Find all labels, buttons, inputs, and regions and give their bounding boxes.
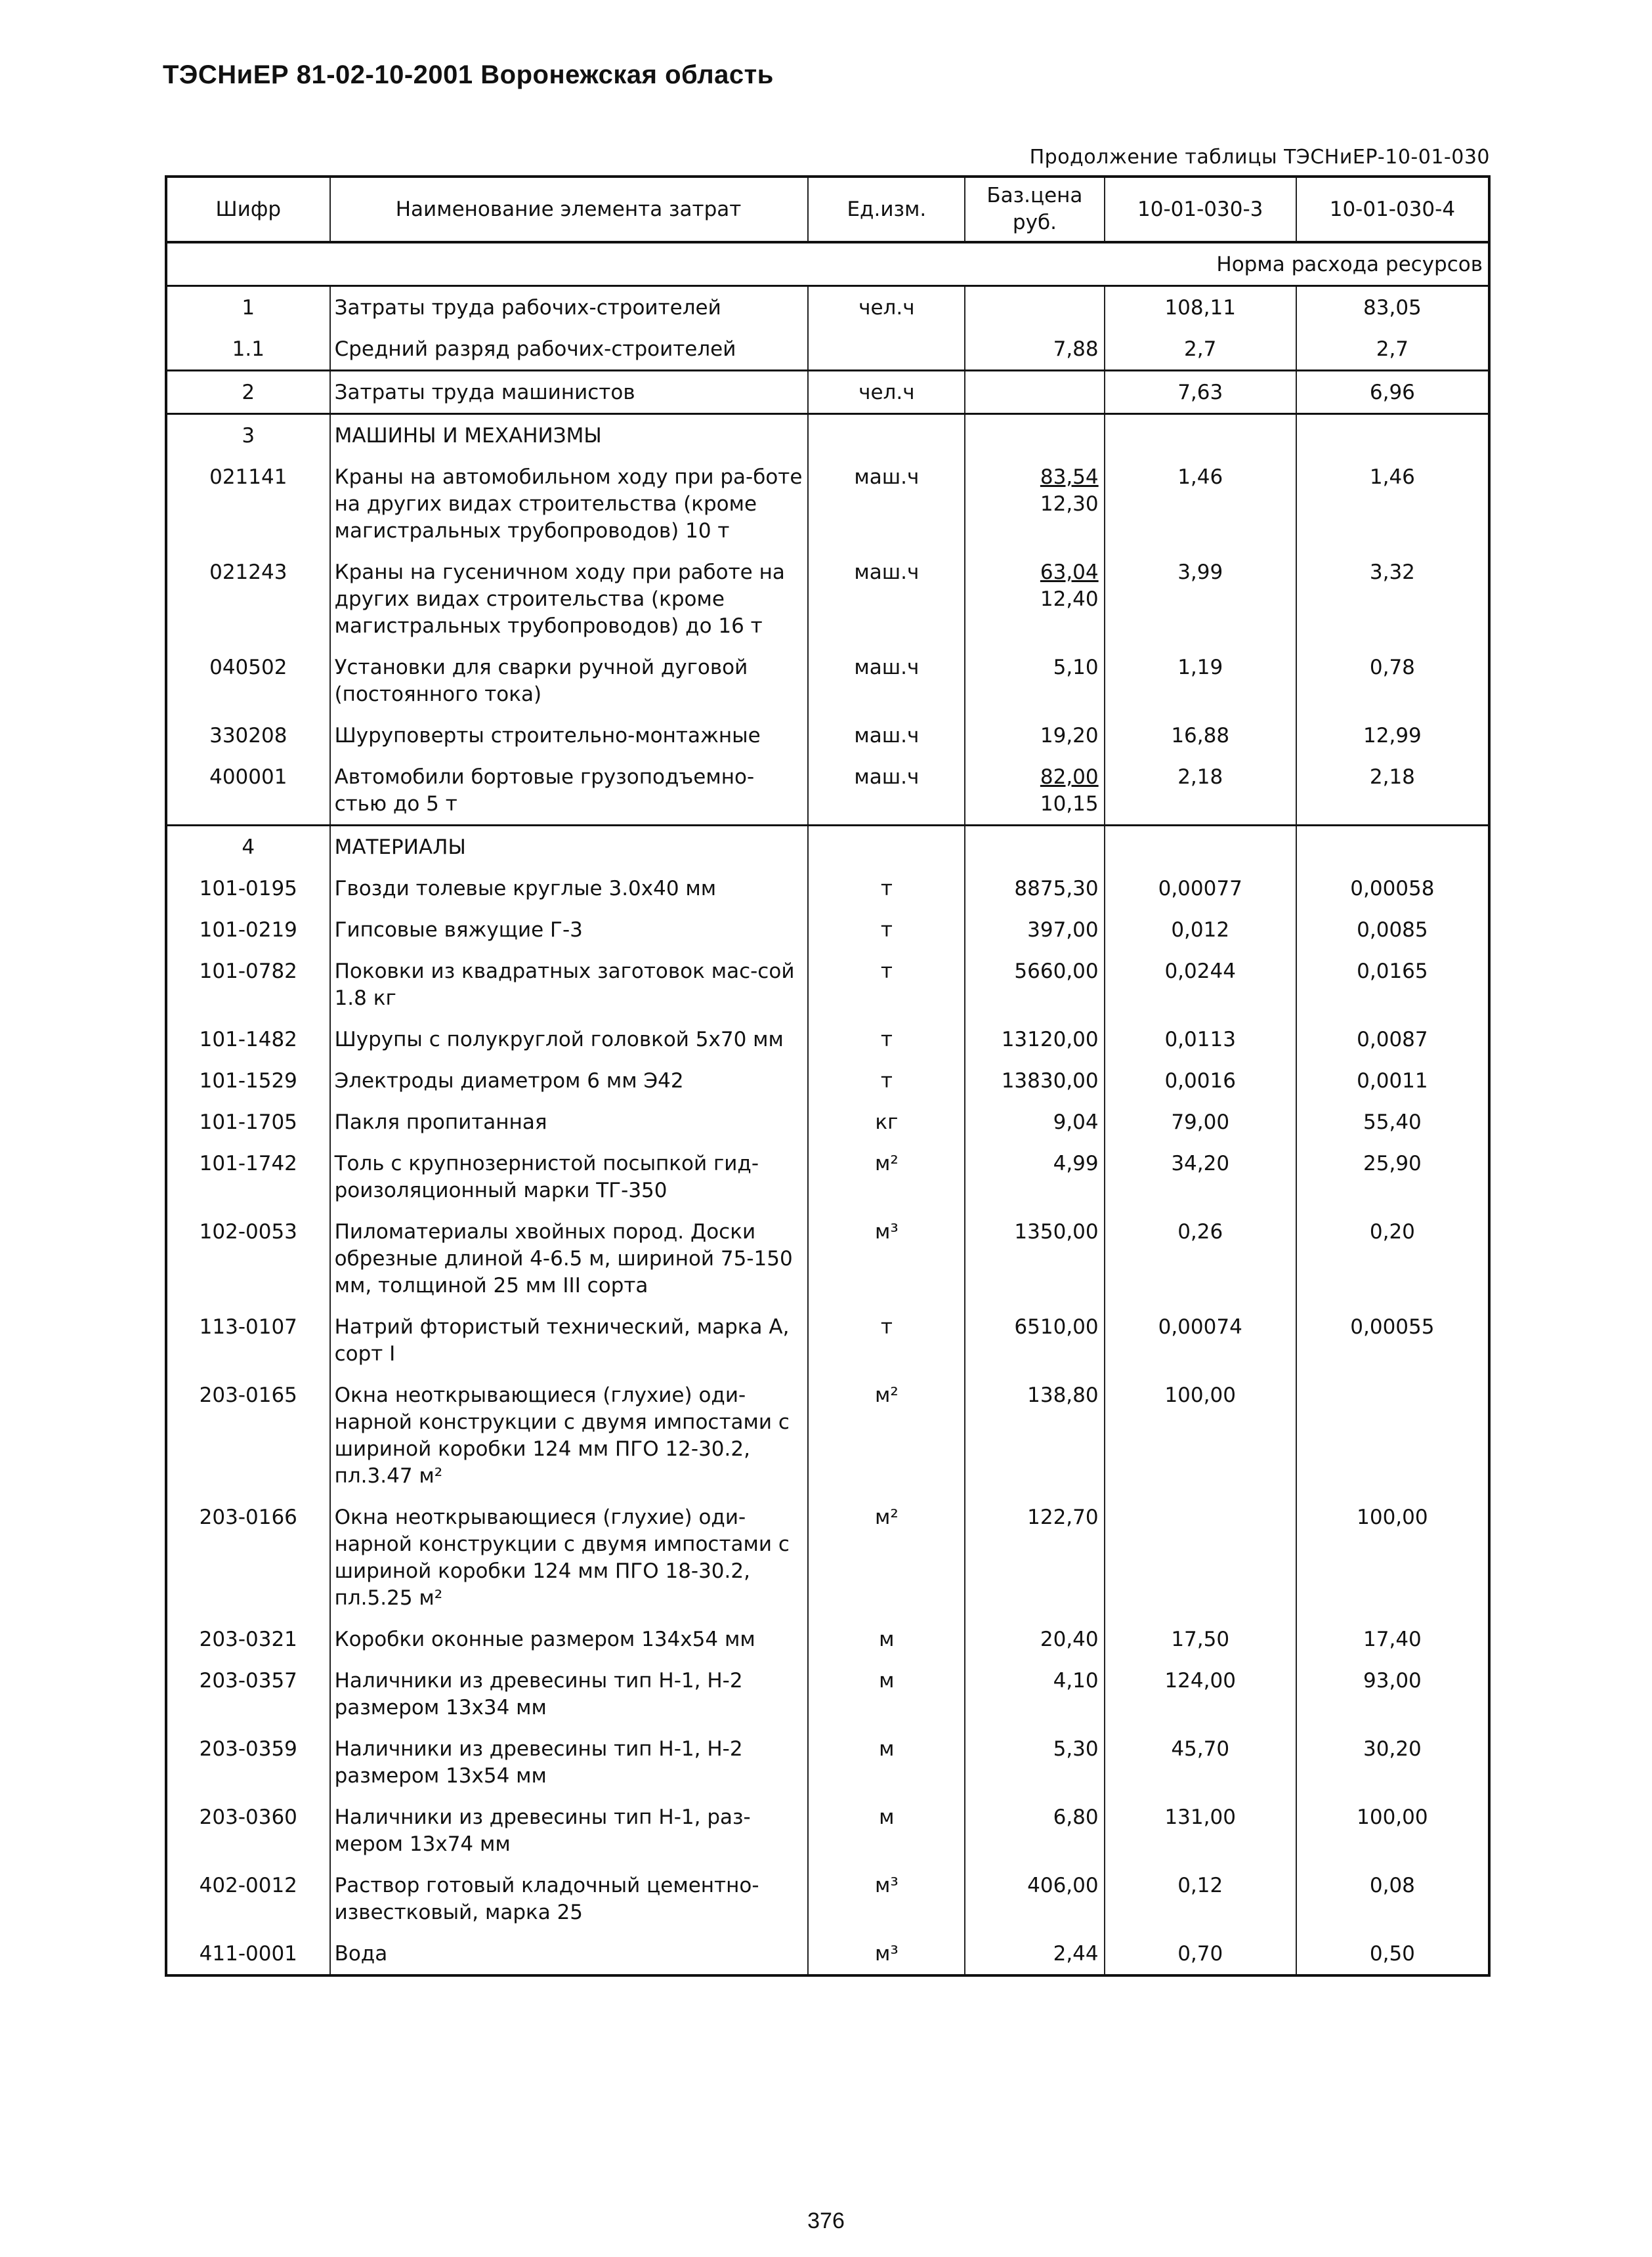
table-row bbox=[166, 1660, 1489, 1728]
row-value-10-01-030-4: 30,20 bbox=[1296, 1728, 1489, 1796]
header-code: Шифр bbox=[166, 177, 330, 242]
row-value-10-01-030-4: 93,00 bbox=[1296, 1660, 1489, 1728]
row-unit: маш.ч bbox=[808, 756, 965, 826]
row-unit: т bbox=[808, 1306, 965, 1374]
table-row bbox=[166, 646, 1489, 715]
row-unit: маш.ч bbox=[808, 551, 965, 646]
table-row bbox=[166, 950, 1489, 1019]
base-price-value: 7,88 bbox=[1053, 337, 1099, 361]
row-unit: маш.ч bbox=[808, 715, 965, 756]
row-code: 411-0001 bbox=[166, 1933, 330, 1975]
row-code: 113-0107 bbox=[166, 1306, 330, 1374]
row-value-10-01-030-3: 131,00 bbox=[1105, 1796, 1296, 1865]
row-value-10-01-030-3: 2,7 bbox=[1105, 328, 1296, 371]
row-value-10-01-030-3: 100,00 bbox=[1105, 1374, 1296, 1496]
row-value-10-01-030-3: 0,0244 bbox=[1105, 950, 1296, 1019]
resource-norms-table bbox=[165, 175, 1491, 1977]
row-value-10-01-030-4: 0,0087 bbox=[1296, 1019, 1489, 1060]
norm-label: Норма расхода ресурсов bbox=[166, 242, 1489, 286]
row-unit: маш.ч bbox=[808, 456, 965, 551]
base-price-value: 19,20 bbox=[1040, 724, 1099, 748]
table-row bbox=[166, 1019, 1489, 1060]
base-price-value: 83,54 bbox=[1040, 465, 1099, 489]
row-unit: м bbox=[808, 1660, 965, 1728]
table-row bbox=[166, 1933, 1489, 1975]
operator-wage-value: 12,30 bbox=[1040, 492, 1099, 516]
row-code: 4 bbox=[166, 826, 330, 868]
row-name: Вода bbox=[330, 1933, 809, 1975]
table-row bbox=[166, 1796, 1489, 1865]
table-row bbox=[166, 909, 1489, 950]
row-unit: м³ bbox=[808, 1933, 965, 1975]
base-price-value: 13830,00 bbox=[1001, 1069, 1099, 1093]
row-code: 101-1705 bbox=[166, 1101, 330, 1143]
header-unit: Ед.изм. bbox=[808, 177, 965, 242]
base-price-value: 20,40 bbox=[1040, 1628, 1099, 1651]
base-price-value: 122,70 bbox=[1027, 1506, 1099, 1529]
base-price-value: 406,00 bbox=[1027, 1874, 1099, 1897]
row-value-10-01-030-3: 17,50 bbox=[1105, 1618, 1296, 1660]
base-price-value: 9,04 bbox=[1053, 1110, 1099, 1134]
row-code: 203-0166 bbox=[166, 1496, 330, 1618]
row-base-price bbox=[965, 1019, 1104, 1060]
row-name: Раствор готовый кладочный цементно-известковый, марка 25 bbox=[330, 1865, 809, 1933]
base-price-value: 63,04 bbox=[1040, 560, 1099, 584]
base-price-value: 6510,00 bbox=[1014, 1315, 1099, 1339]
row-base-price bbox=[965, 1060, 1104, 1101]
page-number: 376 bbox=[807, 2208, 845, 2233]
row-name: Краны на автомобильном ходу при ра-боте на других видах строительства (кроме магистральных трубопроводов) 10 т bbox=[330, 456, 809, 551]
row-value-10-01-030-4: 3,32 bbox=[1296, 551, 1489, 646]
row-code: 102-0053 bbox=[166, 1211, 330, 1306]
row-base-price bbox=[965, 1728, 1104, 1796]
row-value-10-01-030-4: 12,99 bbox=[1296, 715, 1489, 756]
row-name: Краны на гусеничном ходу при работе на других видах строительства (кроме магистральных трубопроводов) до 16 т bbox=[330, 551, 809, 646]
row-base-price bbox=[965, 868, 1104, 909]
row-name: Автомобили бортовые грузоподъемно-стью до 5 т bbox=[330, 756, 809, 826]
row-name: Гипсовые вяжущие Г-3 bbox=[330, 909, 809, 950]
row-unit: т bbox=[808, 868, 965, 909]
row-unit: м² bbox=[808, 1143, 965, 1211]
row-base-price bbox=[965, 715, 1104, 756]
row-value-10-01-030-3: 0,70 bbox=[1105, 1933, 1296, 1975]
row-value-10-01-030-3: 0,26 bbox=[1105, 1211, 1296, 1306]
row-value-10-01-030-4 bbox=[1296, 826, 1489, 868]
table-row bbox=[166, 414, 1489, 457]
row-name: Пакля пропитанная bbox=[330, 1101, 809, 1143]
row-unit: м³ bbox=[808, 1865, 965, 1933]
row-value-10-01-030-3: 34,20 bbox=[1105, 1143, 1296, 1211]
header-name: Наименование элемента затрат bbox=[330, 177, 809, 242]
row-code: 203-0165 bbox=[166, 1374, 330, 1496]
row-code: 1 bbox=[166, 286, 330, 329]
row-base-price bbox=[965, 1865, 1104, 1933]
row-name: Пиломатериалы хвойных пород. Доски обрезные длиной 4-6.5 м, шириной 75-150 мм, толщиной 25 мм III сорта bbox=[330, 1211, 809, 1306]
row-unit: кг bbox=[808, 1101, 965, 1143]
table-row bbox=[166, 1143, 1489, 1211]
table-row bbox=[166, 1101, 1489, 1143]
row-code: 021141 bbox=[166, 456, 330, 551]
row-value-10-01-030-4: 0,20 bbox=[1296, 1211, 1489, 1306]
row-unit: м bbox=[808, 1728, 965, 1796]
row-value-10-01-030-4 bbox=[1296, 414, 1489, 457]
row-value-10-01-030-3: 3,99 bbox=[1105, 551, 1296, 646]
base-price-value: 1350,00 bbox=[1014, 1220, 1099, 1244]
row-value-10-01-030-4: 0,0085 bbox=[1296, 909, 1489, 950]
row-value-10-01-030-4: 0,08 bbox=[1296, 1865, 1489, 1933]
row-value-10-01-030-4: 0,0011 bbox=[1296, 1060, 1489, 1101]
row-value-10-01-030-3: 45,70 bbox=[1105, 1728, 1296, 1796]
row-value-10-01-030-4: 2,7 bbox=[1296, 328, 1489, 371]
table-row bbox=[166, 456, 1489, 551]
row-name: Натрий фтористый технический, марка А, сорт I bbox=[330, 1306, 809, 1374]
row-value-10-01-030-4: 100,00 bbox=[1296, 1496, 1489, 1618]
row-code: 1.1 bbox=[166, 328, 330, 371]
row-code: 101-0195 bbox=[166, 868, 330, 909]
row-unit: т bbox=[808, 950, 965, 1019]
row-value-10-01-030-4: 6,96 bbox=[1296, 371, 1489, 414]
table-row bbox=[166, 826, 1489, 868]
row-unit bbox=[808, 826, 965, 868]
row-value-10-01-030-4: 100,00 bbox=[1296, 1796, 1489, 1865]
row-name: Шуруповерты строительно-монтажные bbox=[330, 715, 809, 756]
header-base-price: Баз.цена руб. bbox=[965, 177, 1104, 242]
row-unit: маш.ч bbox=[808, 646, 965, 715]
row-name: Толь с крупнозернистой посыпкой гид-роизоляционный марки ТГ-350 bbox=[330, 1143, 809, 1211]
row-value-10-01-030-4: 83,05 bbox=[1296, 286, 1489, 329]
row-unit: т bbox=[808, 1060, 965, 1101]
row-code: 203-0321 bbox=[166, 1618, 330, 1660]
row-code: 021243 bbox=[166, 551, 330, 646]
row-name: Окна неоткрывающиеся (глухие) оди-нарной конструкции с двумя импостами с шириной коробки 124 мм ПГО 18-30.2, пл.5.25 м² bbox=[330, 1496, 809, 1618]
row-value-10-01-030-3: 1,46 bbox=[1105, 456, 1296, 551]
header-col-10-01-030-4: 10-01-030-4 bbox=[1296, 177, 1489, 242]
row-value-10-01-030-3: 0,00074 bbox=[1105, 1306, 1296, 1374]
row-unit: м bbox=[808, 1796, 965, 1865]
base-price-value: 13120,00 bbox=[1001, 1028, 1099, 1051]
row-name: Гвозди толевые круглые 3.0x40 мм bbox=[330, 868, 809, 909]
row-base-price bbox=[965, 1796, 1104, 1865]
row-value-10-01-030-3 bbox=[1105, 826, 1296, 868]
table-row bbox=[166, 1060, 1489, 1101]
row-base-price bbox=[965, 1374, 1104, 1496]
row-value-10-01-030-4: 25,90 bbox=[1296, 1143, 1489, 1211]
row-value-10-01-030-3 bbox=[1105, 1496, 1296, 1618]
row-value-10-01-030-4: 2,18 bbox=[1296, 756, 1489, 826]
row-unit: чел.ч bbox=[808, 371, 965, 414]
row-value-10-01-030-3: 0,00077 bbox=[1105, 868, 1296, 909]
row-unit: чел.ч bbox=[808, 286, 965, 329]
row-value-10-01-030-3: 2,18 bbox=[1105, 756, 1296, 826]
row-code: 101-1742 bbox=[166, 1143, 330, 1211]
row-code: 330208 bbox=[166, 715, 330, 756]
table-row bbox=[166, 1618, 1489, 1660]
row-name: Электроды диаметром 6 мм Э42 bbox=[330, 1060, 809, 1101]
base-price-value: 82,00 bbox=[1040, 765, 1099, 789]
row-unit bbox=[808, 328, 965, 371]
row-code: 101-1482 bbox=[166, 1019, 330, 1060]
row-base-price bbox=[965, 1143, 1104, 1211]
row-value-10-01-030-3: 0,12 bbox=[1105, 1865, 1296, 1933]
row-code: 203-0357 bbox=[166, 1660, 330, 1728]
base-price-value: 4,99 bbox=[1053, 1152, 1099, 1175]
base-price-value: 6,80 bbox=[1053, 1805, 1099, 1829]
row-value-10-01-030-4: 1,46 bbox=[1296, 456, 1489, 551]
row-name: Затраты труда машинистов bbox=[330, 371, 809, 414]
table-row bbox=[166, 328, 1489, 371]
table-row bbox=[166, 1306, 1489, 1374]
row-value-10-01-030-4: 0,50 bbox=[1296, 1933, 1489, 1975]
row-base-price bbox=[965, 551, 1104, 646]
table-row bbox=[166, 1211, 1489, 1306]
row-code: 3 bbox=[166, 414, 330, 457]
norm-label-row bbox=[166, 242, 1489, 286]
row-value-10-01-030-4: 55,40 bbox=[1296, 1101, 1489, 1143]
row-code: 203-0360 bbox=[166, 1796, 330, 1865]
table-row bbox=[166, 551, 1489, 646]
base-price-value: 8875,30 bbox=[1014, 877, 1099, 900]
row-value-10-01-030-4: 0,0165 bbox=[1296, 950, 1489, 1019]
table-row bbox=[166, 286, 1489, 329]
base-price-value: 4,10 bbox=[1053, 1669, 1099, 1693]
row-base-price bbox=[965, 1101, 1104, 1143]
row-base-price bbox=[965, 1618, 1104, 1660]
row-value-10-01-030-3: 0,0113 bbox=[1105, 1019, 1296, 1060]
row-value-10-01-030-4: 0,00058 bbox=[1296, 868, 1489, 909]
header-col-10-01-030-3: 10-01-030-3 bbox=[1105, 177, 1296, 242]
table-row bbox=[166, 1728, 1489, 1796]
row-value-10-01-030-3: 0,0016 bbox=[1105, 1060, 1296, 1101]
row-unit bbox=[808, 414, 965, 457]
table-row bbox=[166, 1496, 1489, 1618]
row-value-10-01-030-3: 108,11 bbox=[1105, 286, 1296, 329]
row-name: Наличники из древесины тип Н-1, Н-2 размером 13x34 мм bbox=[330, 1660, 809, 1728]
row-base-price bbox=[965, 756, 1104, 826]
row-unit: м² bbox=[808, 1496, 965, 1618]
base-price-value: 397,00 bbox=[1027, 918, 1099, 942]
row-code: 2 bbox=[166, 371, 330, 414]
row-unit: м² bbox=[808, 1374, 965, 1496]
row-value-10-01-030-4: 0,00055 bbox=[1296, 1306, 1489, 1374]
row-base-price bbox=[965, 456, 1104, 551]
table-row bbox=[166, 868, 1489, 909]
row-base-price bbox=[965, 1660, 1104, 1728]
operator-wage-value: 12,40 bbox=[1040, 587, 1099, 611]
row-value-10-01-030-3 bbox=[1105, 414, 1296, 457]
row-unit: т bbox=[808, 909, 965, 950]
row-unit: м bbox=[808, 1618, 965, 1660]
row-name: Окна неоткрывающиеся (глухие) оди-нарной конструкции с двумя импостами с шириной коробки 124 мм ПГО 12-30.2, пл.3.47 м² bbox=[330, 1374, 809, 1496]
row-code: 040502 bbox=[166, 646, 330, 715]
row-value-10-01-030-3: 16,88 bbox=[1105, 715, 1296, 756]
table-row bbox=[166, 1374, 1489, 1496]
base-price-value: 138,80 bbox=[1027, 1383, 1099, 1407]
row-name: Поковки из квадратных заготовок мас-сой 1.8 кг bbox=[330, 950, 809, 1019]
table-row bbox=[166, 1865, 1489, 1933]
base-price-value: 5,10 bbox=[1053, 656, 1099, 679]
table-row bbox=[166, 371, 1489, 414]
row-base-price bbox=[965, 286, 1104, 329]
base-price-value: 2,44 bbox=[1053, 1942, 1099, 1966]
row-value-10-01-030-4: 0,78 bbox=[1296, 646, 1489, 715]
table-row bbox=[166, 756, 1489, 826]
row-code: 101-0219 bbox=[166, 909, 330, 950]
row-unit: т bbox=[808, 1019, 965, 1060]
row-value-10-01-030-3: 124,00 bbox=[1105, 1660, 1296, 1728]
base-price-value: 5660,00 bbox=[1014, 960, 1099, 983]
row-value-10-01-030-3: 1,19 bbox=[1105, 646, 1296, 715]
row-name: Коробки оконные размером 134x54 мм bbox=[330, 1618, 809, 1660]
row-base-price bbox=[965, 1933, 1104, 1975]
row-value-10-01-030-4 bbox=[1296, 1374, 1489, 1496]
row-name: МАШИНЫ И МЕХАНИЗМЫ bbox=[330, 414, 809, 457]
row-unit: м³ bbox=[808, 1211, 965, 1306]
row-base-price bbox=[965, 826, 1104, 868]
row-base-price bbox=[965, 1306, 1104, 1374]
row-code: 101-1529 bbox=[166, 1060, 330, 1101]
operator-wage-value: 10,15 bbox=[1040, 792, 1099, 816]
row-value-10-01-030-3: 7,63 bbox=[1105, 371, 1296, 414]
row-code: 400001 bbox=[166, 756, 330, 826]
row-name: Шурупы с полукруглой головкой 5x70 мм bbox=[330, 1019, 809, 1060]
row-name: Наличники из древесины тип Н-1, Н-2 размером 13x54 мм bbox=[330, 1728, 809, 1796]
row-name: Затраты труда рабочих-строителей bbox=[330, 286, 809, 329]
table-row bbox=[166, 715, 1489, 756]
row-base-price bbox=[965, 414, 1104, 457]
row-name: Наличники из древесины тип Н-1, раз-мером 13x74 мм bbox=[330, 1796, 809, 1865]
row-name: МАТЕРИАЛЫ bbox=[330, 826, 809, 868]
row-name: Средний разряд рабочих-строителей bbox=[330, 328, 809, 371]
row-base-price bbox=[965, 909, 1104, 950]
base-price-value: 5,30 bbox=[1053, 1737, 1099, 1761]
row-code: 203-0359 bbox=[166, 1728, 330, 1796]
row-code: 101-0782 bbox=[166, 950, 330, 1019]
table-continuation-caption: Продолжение таблицы ТЭСНиЕР-10-01-030 bbox=[1029, 146, 1490, 169]
row-value-10-01-030-4: 17,40 bbox=[1296, 1618, 1489, 1660]
row-base-price bbox=[965, 950, 1104, 1019]
row-base-price bbox=[965, 371, 1104, 414]
row-base-price bbox=[965, 1211, 1104, 1306]
row-value-10-01-030-3: 79,00 bbox=[1105, 1101, 1296, 1143]
row-base-price bbox=[965, 1496, 1104, 1618]
row-base-price bbox=[965, 328, 1104, 371]
row-value-10-01-030-3: 0,012 bbox=[1105, 909, 1296, 950]
table-header-row bbox=[166, 177, 1489, 242]
document-title: ТЭСНиЕР 81-02-10-2001 Воронежская область bbox=[163, 60, 774, 89]
row-code: 402-0012 bbox=[166, 1865, 330, 1933]
row-name: Установки для сварки ручной дуговой (постоянного тока) bbox=[330, 646, 809, 715]
row-base-price bbox=[965, 646, 1104, 715]
